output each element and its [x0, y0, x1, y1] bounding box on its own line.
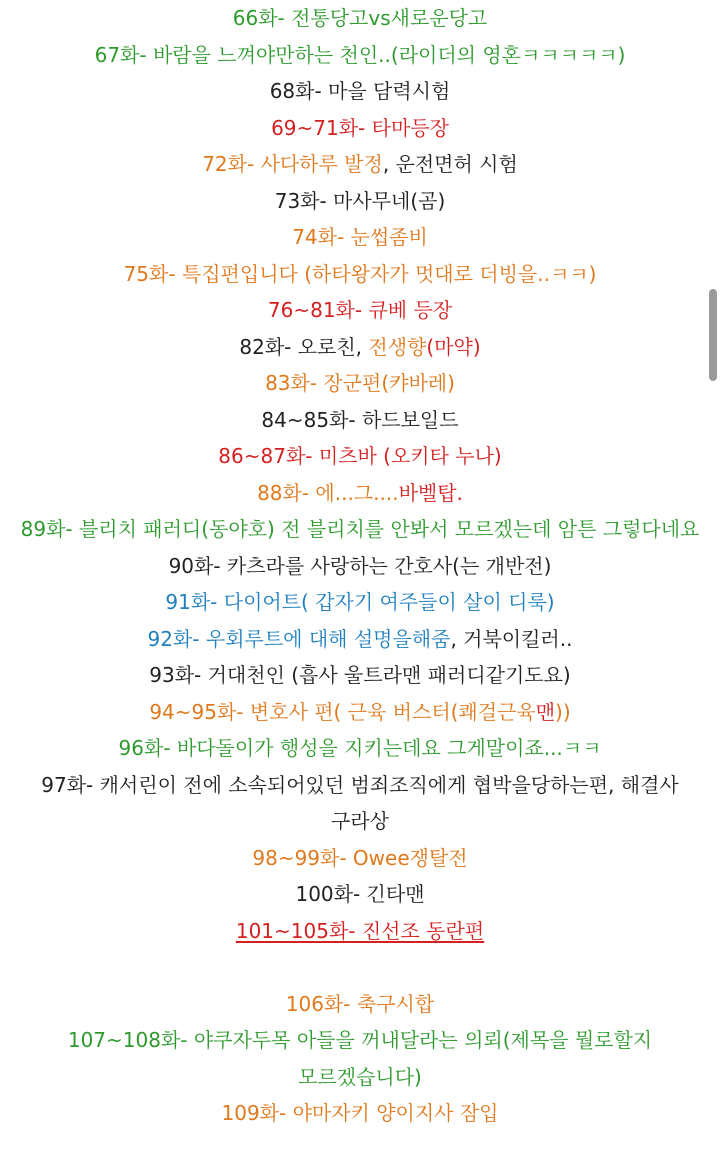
episode-line [15, 730, 705, 767]
episode-line [15, 621, 705, 658]
episode-line [15, 438, 705, 475]
episode-line [15, 694, 705, 731]
episode-line [15, 183, 705, 220]
episode-line [15, 584, 705, 621]
episode-line [15, 0, 705, 37]
episode-line [15, 475, 705, 512]
episode-text: 107~108화- 야쿠자두목 아들을 꺼내달라는 의뢰(제목을 뭘로할지 모르겠습니다) [67, 1028, 653, 1089]
episode-text: , 운전면허 시험 [382, 152, 518, 176]
episode-text: 맨 [535, 699, 556, 724]
episode-text: 82화- 오로친, [239, 334, 369, 359]
episode-line [15, 840, 705, 877]
episode-text: 72화- 사다하루 발정 [202, 152, 383, 176]
episode-line [15, 511, 705, 548]
episode-line [15, 256, 705, 293]
episode-text: 98~99화- Owee쟁탈전 [252, 845, 468, 870]
episode-text: 73화- 마사무네(곰) [274, 188, 446, 213]
episode-text: (마약) [426, 334, 481, 359]
episode-text: 69~71화- 타마등장 [271, 115, 449, 140]
episode-text: 83화- 장군편(캬바레) [265, 371, 455, 395]
episode-text: 68화- 마을 담력시험 [269, 79, 451, 103]
episode-line [15, 402, 705, 439]
episode-text: )) [555, 699, 571, 724]
episode-text: 88화- 에...그.... [257, 480, 399, 505]
blank-line [15, 949, 705, 986]
episode-text: 67화- 바람을 느껴야만하는 천인..(라이더의 영혼ㅋㅋㅋㅋㅋ) [94, 42, 626, 67]
episode-text: 97화- 캐서린이 전에 소속되어있던 범죄조직에게 협박을당하는편, 해결사 구라상 [41, 772, 679, 833]
episode-text: 100화- 긴타맨 [295, 882, 425, 906]
episode-line [15, 329, 705, 366]
episode-text: 90화- 카츠라를 사랑하는 간호사(는 개반전) [168, 553, 552, 578]
episode-text: 106화- 축구시합 [285, 991, 435, 1016]
episode-line [15, 548, 705, 585]
episode-text: 101~105화- 진선조 동란편 [235, 918, 485, 943]
episode-text: 94~95화- 변호사 편( 근육 버스터(쾌걸근육 [149, 699, 536, 724]
episode-text: 76~81화- 큐베 등장 [267, 298, 453, 322]
episode-text: 바벨탑. [398, 480, 463, 505]
episode-line [15, 986, 705, 1023]
episode-text: 84~85화- 하드보일드 [261, 407, 459, 432]
episode-text: 86~87화- 미츠바 (오키타 누나) [218, 444, 502, 468]
episode-text: 91화- 다이어트( 갑자기 여주들이 살이 디룩) [165, 590, 555, 614]
episode-line [15, 913, 705, 950]
episode-text: 92화- 우회루트에 대해 설명을해줌 [147, 626, 451, 651]
episode-text: 전생향 [368, 334, 427, 359]
episode-line [15, 365, 705, 402]
episode-text: 109화- 야마자키 양이지사 잠입 [221, 1101, 499, 1125]
episode-line [15, 1095, 705, 1132]
episode-line [15, 73, 705, 110]
episode-line [15, 767, 705, 840]
episode-line [15, 146, 705, 183]
episode-line [15, 219, 705, 256]
episode-text: 74화- 눈썹좀비 [292, 225, 428, 249]
episode-text: 75화- 특집편입니다 (하타왕자가 멋대로 더빙을..ㅋㅋ) [123, 261, 597, 286]
episode-line [15, 1022, 705, 1095]
episode-text: 66화- 전통당고vs새로운당고 [232, 6, 488, 30]
episode-text: 89화- 블리치 패러디(동야호) 전 블리치를 안봐서 모르겠는데 암튼 그렇다네요 [20, 517, 700, 541]
episode-line [15, 37, 705, 74]
episode-line [15, 876, 705, 913]
episode-line [15, 292, 705, 329]
episode-text: 96화- 바다돌이가 행성을 지키는데요 그게말이죠...ㅋㅋ [118, 736, 602, 760]
episode-text: , 거북이킬러.. [450, 626, 573, 651]
scrollbar-thumb[interactable] [709, 289, 717, 381]
episode-line [15, 110, 705, 147]
episode-line [15, 657, 705, 694]
episode-text: 93화- 거대천인 (흡사 울트라맨 패러디같기도요) [149, 663, 571, 687]
